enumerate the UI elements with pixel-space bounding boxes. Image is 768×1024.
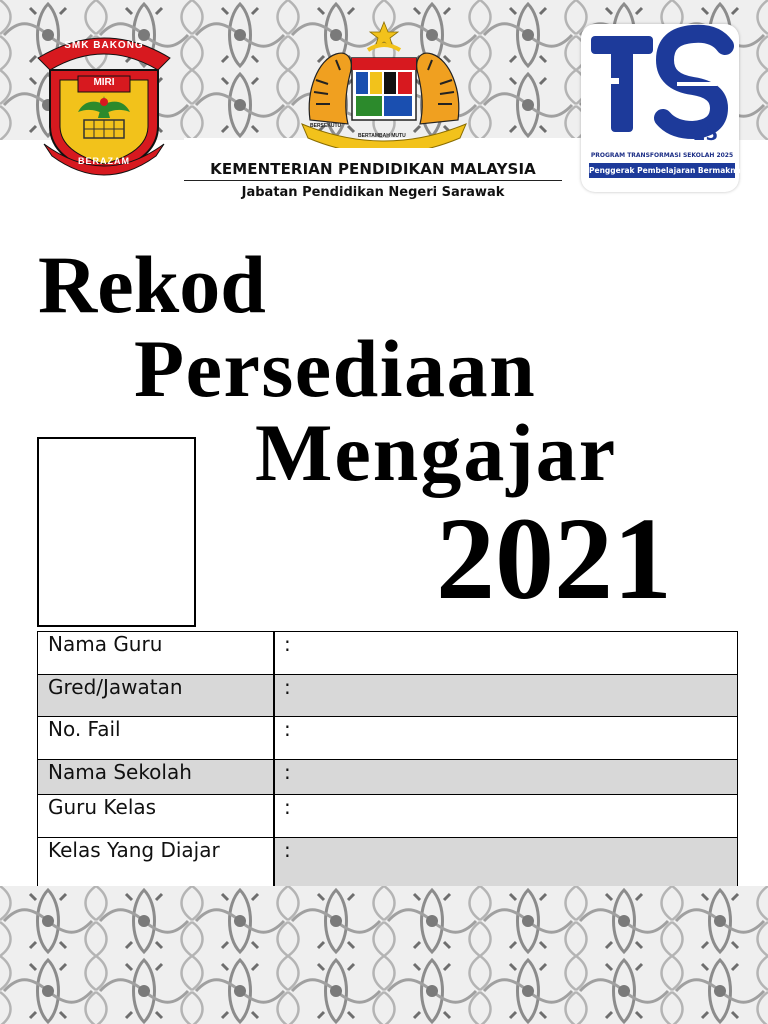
row-label-nama-sekolah: Nama Sekolah [38, 760, 275, 795]
table-row [38, 760, 738, 795]
pts-program-text: PROGRAM TRANSFORMASI SEKOLAH 2025 [590, 152, 734, 159]
school-logo-top-text: SMK BAKONG [64, 40, 144, 51]
pts-tagline: Penggerak Pembelajaran Bermakna [589, 163, 735, 178]
row-value-kelas-yang-diajar[interactable]: : [274, 838, 738, 912]
title-year: 2021 [436, 493, 672, 624]
row-value-nama-guru[interactable]: : [274, 632, 738, 675]
school-logo-banner-text: MIRI [93, 77, 115, 88]
table-row [38, 632, 738, 675]
row-value-gred-jawatan[interactable]: : [274, 675, 738, 717]
bottom-decorative-pattern [0, 886, 768, 1024]
coat-of-arms-emblem [296, 20, 472, 148]
title-line-mengajar: Mengajar [255, 407, 618, 498]
row-label-nama-guru: Nama Guru [38, 632, 275, 675]
ministry-title: KEMENTERIAN PENDIDIKAN MALAYSIA [210, 160, 536, 178]
title-line-persediaan: Persediaan [134, 323, 537, 414]
table-row [38, 717, 738, 760]
table-row [38, 795, 738, 838]
row-value-nama-sekolah[interactable]: : [274, 760, 738, 795]
title-line-rekod: Rekod [38, 239, 266, 330]
row-value-no-fail[interactable]: : [274, 717, 738, 760]
row-value-guru-kelas[interactable]: : [274, 795, 738, 838]
row-label-kelas-yang-diajar: Kelas Yang Diajar [38, 838, 275, 912]
row-label-no-fail: No. Fail [38, 717, 275, 760]
photo-placeholder-box [37, 437, 196, 627]
coat-of-arms-bottom-ribbon: BERTAMBAH MUTU [358, 133, 406, 139]
row-label-gred-jawatan: Gred/Jawatan [38, 675, 275, 717]
table-row [38, 675, 738, 717]
ministry-subtitle: Jabatan Pendidikan Negeri Sarawak [241, 185, 505, 200]
ministry-divider [184, 180, 562, 181]
coat-of-arms-left-ribbon: BERSEKUTU [310, 123, 342, 129]
school-logo [26, 28, 182, 178]
row-label-guru-kelas: Guru Kelas [38, 795, 275, 838]
school-logo-bottom-text: BERAZAM [78, 156, 130, 166]
pts-number: 25 [693, 124, 719, 145]
teacher-info-table [37, 631, 738, 912]
